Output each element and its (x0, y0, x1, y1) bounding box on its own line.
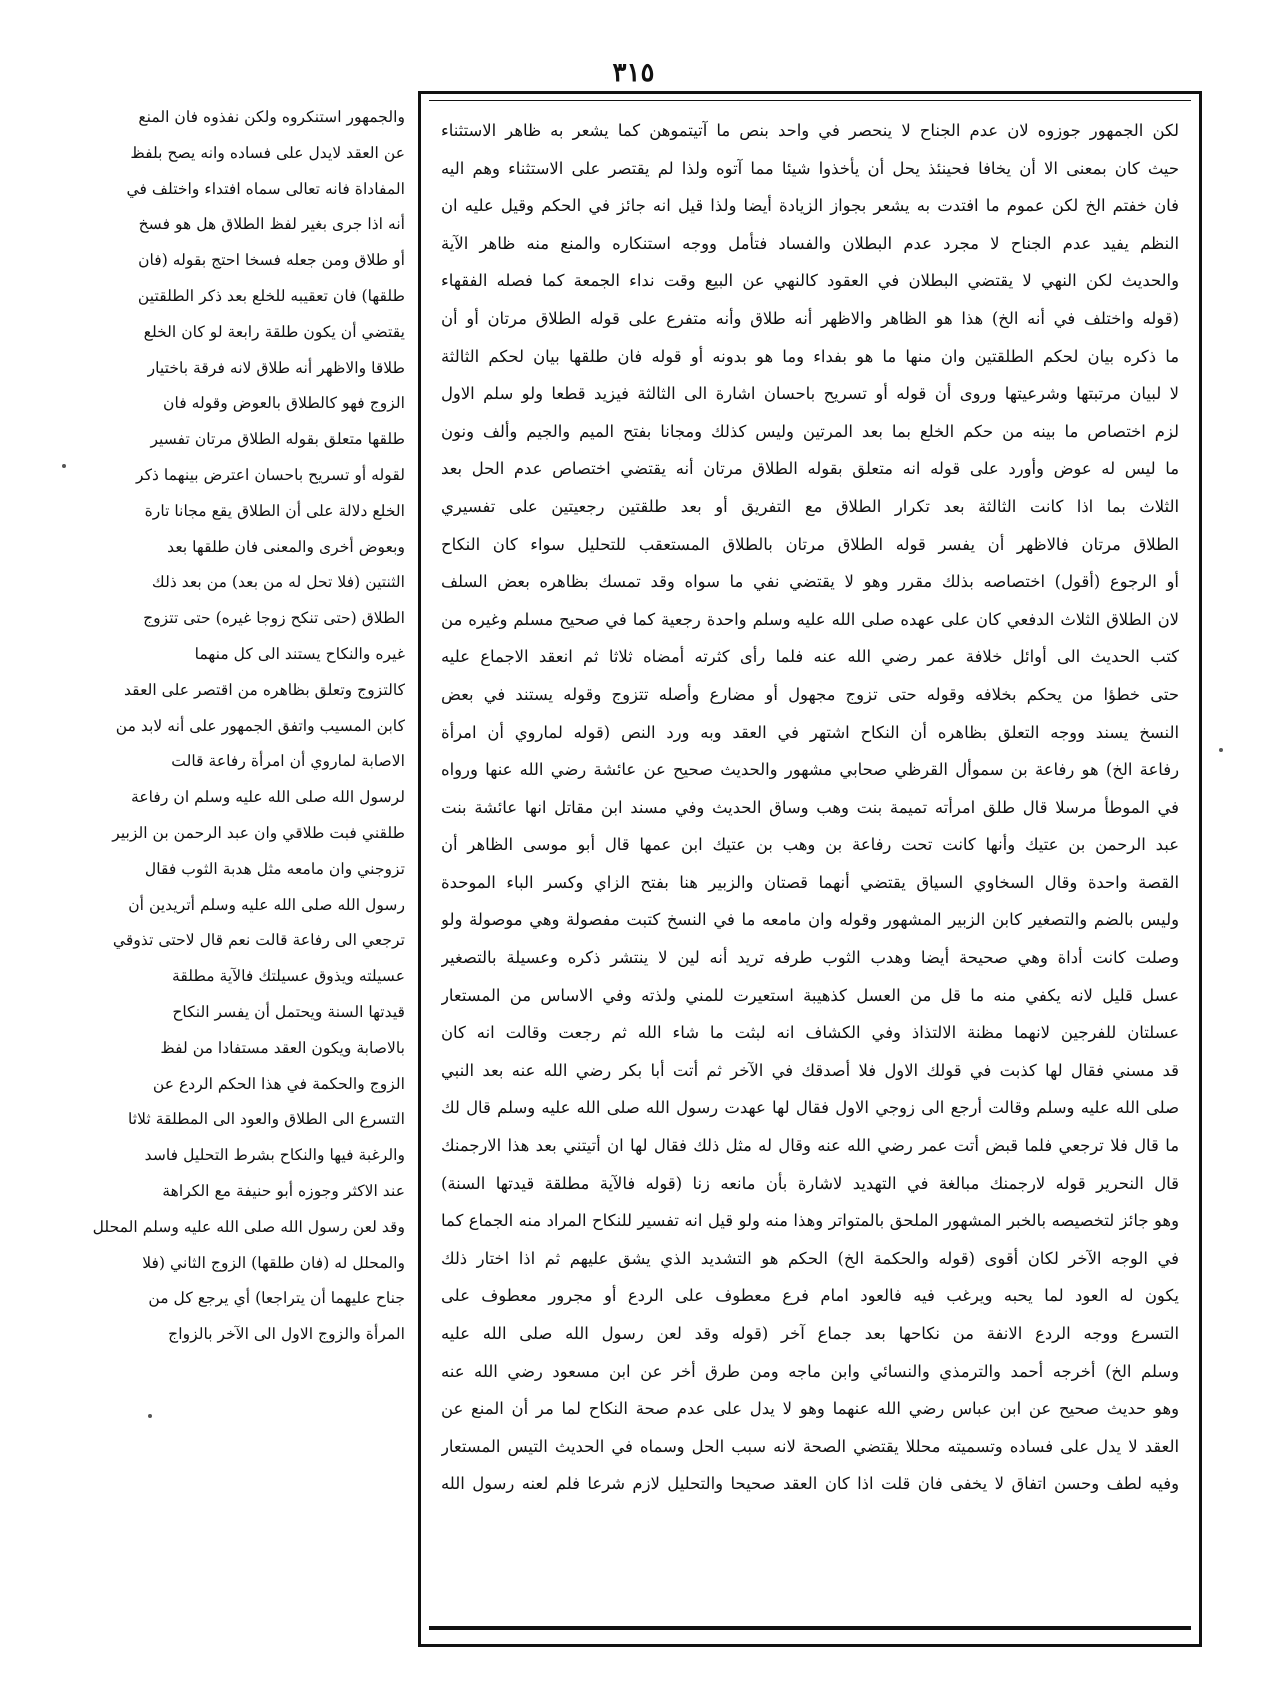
main-text-line: وليس بالضم والتصغير كابن الزبير المشهور وقوله وان مامعه ما في النسخ كتبت مفصولة وهي موصولة ولو (441, 910, 1179, 930)
margin-line: طلقني فبت طلاقي وان عبد الرحمن بن الزبير (112, 823, 405, 842)
main-text-line: قال النحرير قوله لارجمنك مبالغة في التهديد لاشارة بأن مانعه زنا (قوله فالآية مطلقة قيدتها السنة) (441, 1173, 1179, 1193)
main-text-line: قد مسني فقال لها كذبت في قولك الاول فلا أصدقك في الآخر ثم أتت أبا بكر رضي الله عنه بعد النبي (441, 1060, 1179, 1080)
margin-line: والمحلل له (فان طلقها) الزوج الثاني (فلا (142, 1253, 405, 1272)
margin-line: طلقها) فان تعقيبه للخلع بعد ذكر الطلقتين (137, 286, 405, 305)
main-text-line: النسخ يسند ووجه التعلق بظاهره أن النكاح اشتهر في العقد وبه ورد النص (قوله لماروي أن امرأة (441, 722, 1179, 742)
page-number: ٣١٥ (612, 58, 655, 88)
margin-line: كابن المسيب واتفق الجمهور على أنه لابد من (115, 716, 405, 735)
margin-line: الخلع دلالة على أن الطلاق يقع مجانا تارة (144, 501, 405, 520)
main-text-line: ما ذكره بيان لحكم الطلقتين وان منها ما هو بفداء وما هو بدونه أو قوله فان طلقها بيان لحكم الثالثة (441, 346, 1179, 366)
main-text-line: في الموطأ مرسلا قال طلق امرأته تميمة بنت وهب وساق الحديث وفي مسند ابن مقاتل انها عائشة بنت (441, 797, 1179, 817)
main-text-line: التسرع ووجه الردع الانفة من نكاحها بعد جماع آخر (قوله وقد لعن رسول الله صلى الله عليه (441, 1324, 1179, 1343)
main-text-line: (قوله واختلف في أنه الخ) هذا هو الظاهر والاظهر أنه طلاق وأنه متفرع على قوله الطلاق مرتان أو أن (441, 308, 1179, 328)
scan-speck (148, 1414, 152, 1418)
margin-commentary-column (85, 100, 405, 1344)
margin-line: تزوجني وان مامعه مثل هدبة الثوب فقال (144, 859, 405, 878)
main-text-line: والحديث لكن النهي لا يقتضي البطلان في العقود كالنهي عن البيع وقت نداء الجمعة كما فصله الفقهاء (441, 271, 1179, 291)
main-text-line: حيث كان بمعنى الا أن يخافا فحينئذ يحل أن يأخذوا شيئا مما آتوه ولذا لم يقتصر على الاستثناء وهم اليه (441, 158, 1179, 178)
main-text-line: عسل قليل لانه يكفي منه ما قل من العسل كذهيبة استعيرت للمني ولذته وفي الاساس من المستعار (441, 985, 1179, 1005)
main-text-block (441, 112, 1179, 1608)
main-text-line: كتب الحديث الى أوائل خلافة عمر رضي الله عنه فلما رأى كثرته أمضاه ثلاثا ثم انعقد الاجماع عليه (441, 647, 1179, 667)
margin-line: قيدتها السنة ويحتمل أن يفسر النكاح (172, 1002, 405, 1021)
main-text-line: ما قال فلا ترجعي فلما قبض أتت عمر رضي الله عنه وقال له مثل ذلك فقال لها ان أتيتني بعد هذا الارجمنك (441, 1136, 1179, 1156)
main-text-line: وهو حديث صحيح عن ابن عباس رضي الله عنهما وهو لا يدل على عدم صحة النكاح لما مر أن المنع عن (441, 1399, 1179, 1419)
scan-speck (62, 464, 66, 468)
main-text-line: لان الطلاق الثلاث الدفعي كان على عهده صلى الله عليه وسلم واحدة رجعية كما في صحيح مسلم وغيره من (441, 609, 1179, 629)
margin-line: الثنتين (فلا تحل له من بعد) من بعد ذلك (151, 573, 405, 592)
main-text-line: أو الرجوع (أقول) اختصاصه بذلك مقرر وهو لا يقتضي نفي ما سواه وقد تمسك بظاهره بعض السلف (441, 572, 1179, 592)
margin-line: التسرع الى الطلاق والعود الى المطلقة ثلاثا (128, 1110, 405, 1129)
margin-line: عند الاكثر وجوزه أبو حنيفة مع الكراهة (162, 1181, 405, 1200)
margin-line: غيره والنكاح يستند الى كل منهما (194, 644, 405, 663)
main-text-line: وصلت كانت أداة وهي صحيحة أيضا وهدب الثوب طرفه تريد أنه لين لا ينتشر ذكره وعسيلة بالتصغير (441, 948, 1179, 968)
main-text-line: وسلم الخ) أخرجه أحمد والترمذي والنسائي وابن ماجه ومن طرق أخر عن ابن مسعود رضي الله عنه (441, 1361, 1179, 1381)
main-text-line: الثلاث بما اذا كانت الثالثة بعد تكرار الطلاق مع التفريق أو بعد طلقتين رجعيتين على تفسيري (441, 496, 1179, 516)
margin-line: والرغبة فيها والنكاح بشرط التحليل فاسد (144, 1146, 405, 1165)
main-text-line: لا لبيان مرتبتها وشرعيتها وروى أن قوله أو تسريح باحسان اشارة الى الثالثة فيزيد قطعا ولو سلم الاول (441, 384, 1179, 404)
main-text-line: القصة واحدة وقال السخاوي السياق يقتضي أنهما قصتان والزبير هنا بفتح الزاي وكسر الباء الموحدة (441, 872, 1179, 892)
margin-line: أو طلاق ومن جعله فسخا احتج بقوله (فان (138, 251, 405, 270)
main-text-line: يكون له العود لما يحبه ويرغب فيه فالعود امام فرع معطوف على الردع أو مجرور معطوف على (441, 1286, 1179, 1306)
margin-line: الطلاق (حتى تنكح زوجا غيره) حتى تتزوج (143, 609, 405, 628)
margin-line: المرأة والزوج الاول الى الآخر بالزواج (168, 1325, 405, 1344)
main-text-line: فان خفتم الخ لكن عموم ما افتدت به يشعر بجواز الزيادة أيضا ولذا قيل انه جائز في الحكم وقيل عليه ان (441, 196, 1179, 216)
frame-bottom-rule (429, 1626, 1191, 1630)
main-text-line: صلى الله عليه وسلم وقالت أرجع الى زوجي الاول فقال لها عهدت رسول الله صلى الله عليه وسلم قال لك (441, 1098, 1179, 1118)
margin-line: رسول الله صلى الله عليه وسلم أتريدين أن (128, 895, 405, 914)
main-text-frame (418, 91, 1202, 1647)
main-text-line: الطلاق مرتان فالاظهر أن يفسر قوله الطلاق مرتان بالطلاق المستعقب للتحليل سواء كان النكاح (441, 534, 1179, 554)
main-text-line: لكن الجمهور جوزوه لان عدم الجناح لا ينحصر في واحد بنص ما آتيتموهن كما يشعر به ظاهر الاستثناء (441, 121, 1179, 140)
main-text-line: لزم اختصاص ما بينه من حكم الخلع بما بعد المرتين وليس كذلك ومجانا بفتح الميم والجيم وألف ونون (441, 421, 1179, 441)
main-text-line: النظم يفيد عدم الجناح لا مجرد عدم البطلان والفساد فتأمل ووجه استنكاره والمنع منه ظاهر الآية (441, 233, 1179, 253)
main-text-line: عسلتان للفرجين لانهما مظنة الالتذاذ وفي الكشاف انه لبثت ما شاء الله ثم رجعت وقالت انه كان (441, 1023, 1179, 1043)
main-text-line: رفاعة الخ) هو رفاعة بن سموأل القرظي صحابي مشهور والحديث صحيح عن عائشة رضي الله عنها ورواه (441, 760, 1179, 780)
margin-line: الزوج فهو كالطلاق بالعوض وقوله فان (163, 394, 405, 413)
main-text-line: عبد الرحمن بن عتيك وأنها كانت تحت رفاعة بن وهب بن عتيك ابن عمها قال أبو موسى الظاهر أن (441, 835, 1179, 855)
margin-line: عن العقد لايدل على فساده وانه يصح بلفظ (130, 143, 405, 162)
margin-line: والجمهور استنكروه ولكن نفذوه فان المنع (138, 108, 405, 126)
margin-line: جناح عليهما أن يتراجعا) أي يرجع كل من (148, 1289, 405, 1308)
margin-line: الزوج والحكمة في هذا الحكم الردع عن (152, 1074, 405, 1093)
margin-line: بالاصابة ويكون العقد مستفادا من لفظ (160, 1038, 405, 1057)
margin-line: لقوله أو تسريح باحسان اعترض بينهما ذكر (136, 465, 405, 484)
main-text-line: العقد لا يدل على فساده وتسميته محللا يقتضي الصحة لانه سبب الحل وسماه في الحديث التيس المستعار (441, 1436, 1179, 1456)
margin-line: ترجعي الى رفاعة قالت نعم قال لاحتى تذوقي (112, 931, 405, 950)
main-text-line: حتى خطؤا من يحكم بخلافه وقوله حتى تزوج مجهول أو مضارع وأصله تتزوج وقوله يستند في بعض (441, 684, 1179, 704)
margin-line: طلقها متعلق بقوله الطلاق مرتان تفسير (150, 430, 405, 449)
margin-line: الاصابة لماروي أن امرأة رفاعة قالت (171, 752, 405, 771)
margin-line: أنه اذا جرى بغير لفظ الطلاق هل هو فسخ (138, 215, 405, 234)
main-text-line: وهو جائز لتخصيصه بالخبر المشهور الملحق بالمتواتر وهذا منه ولو قيل انه تفسير للنكاح المراد منه الجماع كما (441, 1211, 1179, 1231)
scan-speck (1219, 748, 1223, 752)
margin-line: كالتزوج وتعلق بظاهره من اقتصر على العقد (124, 680, 405, 699)
margin-line: لرسول الله صلى الله عليه وسلم ان رفاعة (131, 788, 405, 807)
margin-line: وبعوض أخرى والمعنى فان طلقها بعد (167, 537, 405, 556)
main-text-line: ما ليس له عوض وأورد على قوله انه متعلق بقوله الطلاق مرتان أنه يقتضي اختصاص عدم الحل بعد (441, 459, 1179, 479)
margin-line: عسيلته ويذوق عسيلتك فالآية مطلقة (172, 967, 405, 986)
main-text-line: في الوجه الآخر لكان أقوى (قوله والحكمة الخ) الحكم هو التشديد الذي يشق عليهم ثم اذا اختار ذلك (441, 1248, 1179, 1268)
margin-line: وقد لعن رسول الله صلى الله عليه وسلم المحلل (92, 1217, 405, 1236)
margin-line: طلاقا والاظهر أنه طلاق لانه فرقة باختيار (147, 358, 405, 377)
main-text-line: وفيه لطف وحسن اتفاق لا يخفى فان قلت اذا كان العقد صحيحا والتحليل لازم شرعا فلم لعنه رسول الله (441, 1474, 1179, 1494)
margin-line: يقتضي أن يكون طلقة رابعة لو كان الخلع (143, 322, 405, 341)
margin-line: المفاداة فانه تعالى سماه افتداء واختلف في (126, 179, 405, 198)
